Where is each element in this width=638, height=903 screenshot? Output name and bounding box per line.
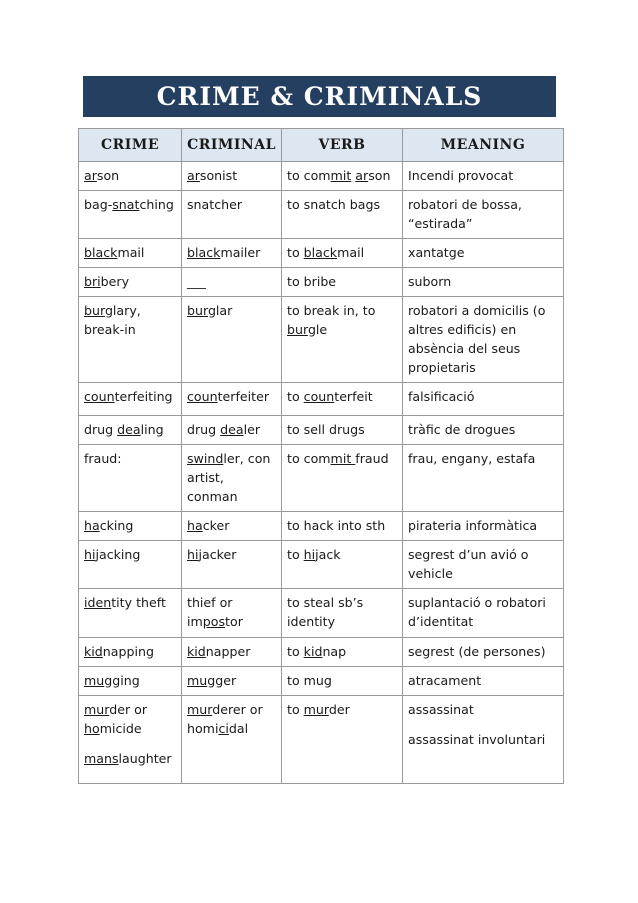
crime-text	[84, 545, 177, 564]
table-row	[79, 589, 564, 638]
word-part: assassinat involuntari	[408, 732, 546, 747]
verb-text	[287, 243, 398, 262]
crime-cell	[79, 589, 182, 638]
stressed-syllable: hi	[303, 547, 316, 562]
meaning-text	[408, 166, 559, 185]
meaning-cell	[403, 541, 564, 589]
word-part: glary, break-in	[84, 303, 141, 337]
crime-vocabulary-table	[78, 128, 564, 784]
crime-text	[84, 700, 177, 738]
word-part: drug	[84, 422, 118, 437]
stressed-syllable: mit	[330, 168, 352, 183]
verb-cell	[282, 638, 403, 667]
verb-text	[287, 700, 398, 719]
criminal-cell	[182, 162, 282, 191]
verb-text	[287, 593, 398, 631]
criminal-cell	[182, 589, 282, 638]
meaning-cell	[403, 696, 564, 784]
stressed-syllable: ci	[218, 721, 229, 736]
word-part: suplantació o robatori d’identitat	[408, 595, 546, 629]
word-part: jack	[315, 547, 341, 562]
word-part: Incendi provocat	[408, 168, 514, 183]
meaning-cell	[403, 297, 564, 383]
word-part: napping	[102, 644, 154, 659]
word-part: fraud	[355, 451, 389, 466]
crime-cell	[79, 268, 182, 297]
meaning-cell	[403, 445, 564, 512]
crime-text	[84, 301, 177, 339]
stressed-syllable: mit	[330, 451, 356, 466]
crime-cell	[79, 445, 182, 512]
word-part: to bribe	[287, 274, 337, 289]
table-row	[79, 383, 564, 416]
meaning-text	[408, 420, 559, 439]
criminal-cell	[182, 268, 282, 297]
stressed-syllable: dea	[220, 422, 244, 437]
meaning-cell	[403, 638, 564, 667]
word-part: ling	[140, 422, 164, 437]
criminal-text	[187, 671, 277, 690]
word-part: son	[96, 168, 120, 183]
header-criminal: CRIMINAL	[182, 129, 282, 162]
verb-cell	[282, 667, 403, 696]
crime-text	[84, 272, 177, 291]
stressed-syllable: ar	[355, 168, 369, 183]
word-part: to sell drugs	[287, 422, 365, 437]
word-part: cking	[99, 518, 134, 533]
verb-text	[287, 301, 398, 339]
word-part: to steal sb’s identity	[287, 595, 364, 629]
word-part: der or	[109, 702, 148, 717]
stressed-syllable: kid	[84, 644, 103, 659]
stressed-syllable: bur	[287, 322, 308, 337]
crime-cell	[79, 191, 182, 239]
criminal-cell	[182, 445, 282, 512]
meaning-text	[408, 545, 559, 583]
word-part: to	[287, 245, 304, 260]
meaning-cell	[403, 191, 564, 239]
table-row	[79, 191, 564, 239]
meaning-text	[408, 730, 559, 749]
word-part: to	[287, 644, 304, 659]
word-part: pirateria informàtica	[408, 518, 538, 533]
criminal-text	[187, 272, 277, 291]
verb-text	[287, 166, 398, 185]
stressed-syllable: mu	[187, 673, 208, 688]
verb-text	[287, 272, 398, 291]
verb-cell	[282, 696, 403, 784]
crime-cell	[79, 416, 182, 445]
word-part: nap	[322, 644, 347, 659]
stressed-syllable: hi	[84, 547, 96, 562]
crime-text	[84, 420, 177, 439]
word-part: jacker	[198, 547, 237, 562]
table-row	[79, 541, 564, 589]
table-row	[79, 268, 564, 297]
header-meaning: MEANING	[403, 129, 564, 162]
crime-text	[84, 166, 177, 185]
word-part: mailer	[220, 245, 261, 260]
verb-cell	[282, 512, 403, 541]
criminal-cell	[182, 191, 282, 239]
criminal-text	[187, 195, 277, 214]
criminal-text	[187, 593, 277, 631]
word-part: dal	[228, 721, 249, 736]
word-part: gger	[207, 673, 237, 688]
stressed-syllable: ar	[84, 168, 97, 183]
stressed-syllable: mur	[303, 702, 329, 717]
word-part: derer or homi	[187, 702, 263, 736]
stressed-syllable: ha	[84, 518, 100, 533]
stressed-syllable: iden	[84, 595, 112, 610]
word-part: to	[287, 389, 304, 404]
verb-cell	[282, 239, 403, 268]
word-part: mail	[117, 245, 145, 260]
criminal-cell	[182, 512, 282, 541]
verb-cell	[282, 191, 403, 239]
word-part: to mug	[287, 673, 332, 688]
word-part: mail	[337, 245, 365, 260]
word-part: robatori a domicilis (o altres edificis) en absència del seus propietaris	[408, 303, 546, 375]
criminal-cell	[182, 239, 282, 268]
word-part: sonist	[199, 168, 238, 183]
stressed-syllable: bri	[84, 274, 101, 289]
word-part: to hack into sth	[287, 518, 386, 533]
criminal-text	[187, 387, 277, 406]
meaning-text	[408, 700, 559, 719]
word-part: drug	[187, 422, 221, 437]
meaning-text	[408, 195, 559, 233]
stressed-syllable: kid	[187, 644, 206, 659]
criminal-cell	[182, 297, 282, 383]
crime-text	[84, 642, 177, 661]
criminal-text	[187, 545, 277, 564]
crime-cell	[79, 667, 182, 696]
word-part: son	[368, 168, 391, 183]
word-part: to break in, to	[287, 303, 376, 318]
word-part: terfeiter	[217, 389, 270, 404]
verb-cell	[282, 416, 403, 445]
header-verb: VERB	[282, 129, 403, 162]
word-part: thief or im	[187, 595, 233, 629]
criminal-text	[187, 243, 277, 262]
word-part: jacking	[95, 547, 141, 562]
word-part: gging	[104, 673, 140, 688]
meaning-text	[408, 516, 559, 535]
verb-text	[287, 195, 398, 214]
meaning-cell	[403, 268, 564, 297]
crime-cell	[79, 162, 182, 191]
word-part: suborn	[408, 274, 452, 289]
meaning-text	[408, 671, 559, 690]
stressed-syllable: mans	[84, 751, 119, 766]
crime-cell	[79, 696, 182, 784]
crime-cell	[79, 512, 182, 541]
word-part: fraud:	[84, 451, 122, 466]
table-header-row	[79, 129, 564, 162]
meaning-text	[408, 301, 559, 377]
crime-cell	[79, 541, 182, 589]
criminal-cell	[182, 638, 282, 667]
word-part: der	[328, 702, 350, 717]
word-part: laughter	[118, 751, 172, 766]
word-part: napper	[205, 644, 251, 659]
stressed-syllable: snat	[112, 197, 140, 212]
criminal-text	[187, 642, 277, 661]
word-part: to com	[287, 168, 331, 183]
criminal-text	[187, 449, 277, 506]
meaning-cell	[403, 667, 564, 696]
word-part: tity theft	[111, 595, 166, 610]
verb-cell	[282, 162, 403, 191]
crime-cell	[79, 383, 182, 416]
stressed-syllable: ar	[187, 168, 200, 183]
meaning-text	[408, 243, 559, 262]
crime-text	[84, 749, 177, 768]
word-part: robatori de bossa, “estirada”	[408, 197, 522, 231]
word-part: frau, engany, estafa	[408, 451, 536, 466]
table-row	[79, 445, 564, 512]
stressed-syllable: black	[84, 245, 118, 260]
word-part: tràfic de drogues	[408, 422, 516, 437]
word-part: snatcher	[187, 197, 243, 212]
table-row	[79, 667, 564, 696]
stressed-syllable: swind	[187, 451, 224, 466]
criminal-text	[187, 301, 277, 320]
verb-cell	[282, 268, 403, 297]
word-part: ler	[243, 422, 261, 437]
verb-text	[287, 545, 398, 564]
word-part: ler, con artist, conman	[187, 451, 271, 504]
stressed-syllable: black	[303, 245, 338, 260]
stressed-syllable: ho	[84, 721, 100, 736]
meaning-text	[408, 387, 559, 406]
meaning-cell	[403, 162, 564, 191]
meaning-cell	[403, 416, 564, 445]
verb-text	[287, 420, 398, 439]
word-part: atracament	[408, 673, 482, 688]
meaning-text	[408, 593, 559, 631]
meaning-text	[408, 272, 559, 291]
word-part: assassinat	[408, 702, 474, 717]
crime-text	[84, 243, 177, 262]
word-part: terfeiting	[114, 389, 173, 404]
criminal-text	[187, 516, 277, 535]
crime-cell	[79, 239, 182, 268]
word-part: to	[287, 547, 304, 562]
word-part: xantatge	[408, 245, 465, 260]
word-part: falsificació	[408, 389, 475, 404]
word-part: segrest d’un avió o vehicle	[408, 547, 529, 581]
crime-text	[84, 195, 177, 214]
stressed-syllable: coun	[187, 389, 218, 404]
meaning-cell	[403, 589, 564, 638]
stressed-syllable: bur	[187, 303, 208, 318]
criminal-text	[187, 700, 277, 738]
meaning-text	[408, 449, 559, 468]
word-part: ching	[139, 197, 174, 212]
word-part: terfeit	[334, 389, 373, 404]
stressed-syllable: ha	[187, 518, 203, 533]
table-row	[79, 297, 564, 383]
stressed-syllable: black	[187, 245, 221, 260]
stressed-syllable: coun	[84, 389, 115, 404]
word-part: to snatch bags	[287, 197, 381, 212]
verb-cell	[282, 383, 403, 416]
verb-cell	[282, 445, 403, 512]
verb-text	[287, 642, 398, 661]
crime-cell	[79, 297, 182, 383]
stressed-syllable: dea	[117, 422, 141, 437]
word-part: gle	[307, 322, 328, 337]
word-part: to	[287, 702, 304, 717]
table-row	[79, 512, 564, 541]
word-part: to com	[287, 451, 331, 466]
table-row	[79, 416, 564, 445]
meaning-cell	[403, 512, 564, 541]
word-part: glar	[207, 303, 233, 318]
stressed-syllable: mur	[187, 702, 213, 717]
criminal-cell	[182, 416, 282, 445]
table-row	[79, 638, 564, 667]
crime-cell	[79, 638, 182, 667]
stressed-syllable: bur	[84, 303, 105, 318]
word-part: micide	[99, 721, 142, 736]
stressed-syllable: hi	[187, 547, 199, 562]
word-part: segrest (de persones)	[408, 644, 546, 659]
table-row	[79, 239, 564, 268]
stressed-syllable: coun	[303, 389, 335, 404]
crime-text	[84, 671, 177, 690]
verb-text	[287, 449, 398, 468]
header-crime: CRIME	[79, 129, 182, 162]
crime-text	[84, 449, 177, 468]
word-part: tor	[225, 614, 243, 629]
meaning-cell	[403, 239, 564, 268]
crime-text	[84, 387, 177, 406]
stressed-syllable: pos	[202, 614, 226, 629]
verb-text	[287, 671, 398, 690]
meaning-text	[408, 642, 559, 661]
table-row	[79, 162, 564, 191]
word-part: ___	[187, 274, 206, 289]
criminal-cell	[182, 383, 282, 416]
criminal-text	[187, 166, 277, 185]
criminal-cell	[182, 667, 282, 696]
verb-cell	[282, 589, 403, 638]
crime-text	[84, 593, 177, 612]
stressed-syllable: mu	[84, 673, 105, 688]
verb-cell	[282, 541, 403, 589]
crime-text	[84, 516, 177, 535]
meaning-cell	[403, 383, 564, 416]
stressed-syllable: kid	[303, 644, 323, 659]
criminal-cell	[182, 696, 282, 784]
word-part: cker	[202, 518, 230, 533]
word-part: bery	[100, 274, 130, 289]
stressed-syllable: mur	[84, 702, 110, 717]
table-row	[79, 696, 564, 784]
verb-text	[287, 387, 398, 406]
criminal-text	[187, 420, 277, 439]
page-title: CRIME & CRIMINALS	[83, 76, 556, 117]
table-body	[79, 162, 564, 784]
criminal-cell	[182, 541, 282, 589]
verb-text	[287, 516, 398, 535]
verb-cell	[282, 297, 403, 383]
word-part: bag-	[84, 197, 113, 212]
